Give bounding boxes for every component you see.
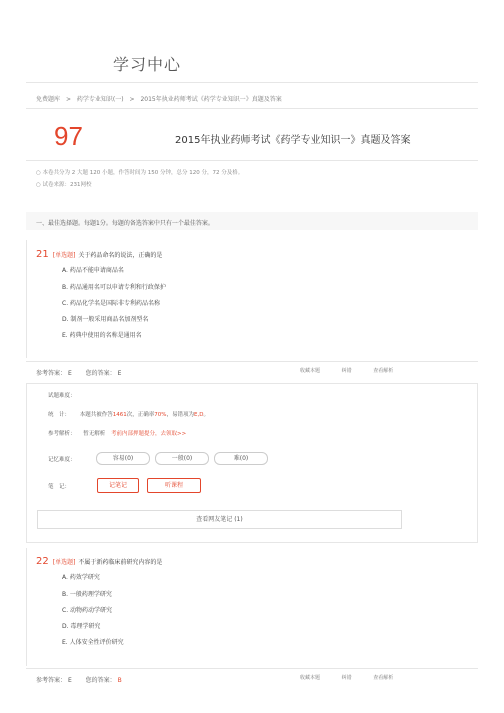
option-e[interactable]: E. 人体安全性评价研究	[62, 639, 124, 646]
breadcrumb-separator: >	[65, 96, 71, 103]
option-a[interactable]: A. 药品不能申请商品名	[62, 267, 124, 274]
question-header	[36, 242, 162, 261]
exam-info: ○ 本卷共分为 2 大题 120 小题，作答时间为 150 分钟，总分 120 分，72 分及格。	[36, 170, 244, 176]
your-answer: E	[117, 370, 122, 377]
question-type: [单选题]	[52, 252, 76, 259]
answer-divider	[26, 668, 478, 669]
breadcrumb-item-subject[interactable]: 药学专业知识(一)	[76, 96, 124, 103]
stats-label: 统 计：	[48, 412, 71, 418]
question-tools	[300, 674, 393, 681]
favorite-button[interactable]: 收藏本题	[300, 368, 321, 374]
memory-medium-button[interactable]: 一般(0)	[155, 452, 209, 465]
correct-answer: E	[67, 370, 72, 377]
exam-title: 2015年执业药师考试《药学专业知识一》真题及答案	[175, 135, 411, 146]
question-border	[26, 548, 27, 666]
site-title: 学习中心	[113, 55, 182, 74]
favorite-button[interactable]: 收藏本题	[300, 675, 321, 681]
answer-label: 参考答案：	[36, 677, 67, 684]
stats-row	[48, 410, 209, 418]
breadcrumb-separator: >	[129, 96, 135, 103]
question-number: 22	[36, 556, 49, 567]
listen-course-button[interactable]: 听课程	[147, 478, 201, 493]
option-b[interactable]: B. 药品通用名可以申请专利和行政保护	[62, 284, 166, 291]
breadcrumb-item-exam[interactable]: 2015年执业药师考试《药学专业知识一》真题及答案	[140, 96, 282, 103]
question-tools	[300, 367, 393, 374]
view-notes-button[interactable]: 查看网友笔记 (1)	[37, 510, 402, 529]
answer-divider	[26, 361, 478, 362]
header-divider	[26, 82, 478, 83]
stats-mid: 次，正确率	[126, 412, 155, 418]
your-answer-label: 您的答案：	[85, 370, 116, 377]
breadcrumb-divider	[26, 108, 478, 109]
stats-wrong: E,D	[194, 412, 204, 418]
report-error-button[interactable]: 纠错	[341, 675, 352, 681]
option-b[interactable]: B. 一般药理学研究	[62, 591, 112, 598]
option-e[interactable]: E. 药典中使用的名称是通用名	[62, 332, 142, 339]
breadcrumb	[36, 94, 286, 103]
analysis-label: 参考解析：	[48, 431, 76, 437]
exam-divider	[26, 160, 478, 161]
note-label: 笔 记：	[48, 484, 71, 490]
option-d[interactable]: D. 制剂一般采用商品名加剂型名	[62, 316, 149, 323]
breadcrumb-item-free-bank[interactable]: 免费题库	[36, 96, 61, 103]
view-analysis-button[interactable]: 查看解析	[373, 368, 394, 374]
view-analysis-button[interactable]: 查看解析	[373, 675, 394, 681]
memory-easy-button[interactable]: 容易(0)	[96, 452, 150, 465]
stats-prefix: 本题共被作答	[79, 412, 113, 418]
stats-mid2: ，易错项为	[166, 412, 195, 418]
question-border	[26, 240, 27, 358]
your-answer-label: 您的答案：	[85, 677, 116, 684]
stats-rate: 70%	[154, 412, 167, 418]
option-d[interactable]: D. 毒理学研究	[62, 623, 101, 630]
section-title: 一、最佳选择题。每题1分。每题的备选答案中只有一个最佳答案。	[36, 220, 214, 227]
correct-answer: E	[67, 677, 72, 684]
option-a[interactable]: A. 药效学研究	[62, 574, 100, 581]
option-c[interactable]: C. 药品化学名是国际非专利药品名称	[62, 300, 161, 307]
your-answer: B	[117, 677, 122, 684]
option-c[interactable]: C. 动物药动学研究	[62, 607, 113, 614]
stats-count: 1461	[112, 412, 127, 418]
exam-score: 97	[54, 121, 83, 151]
answer-row	[36, 675, 122, 684]
memory-hard-button[interactable]: 难(0)	[214, 452, 268, 465]
question-text: 关于药品命名的说法，正确的是	[78, 252, 163, 259]
analysis-none: 暂无解析	[83, 431, 106, 437]
analysis-row	[48, 429, 186, 437]
question-type: [单选题]	[52, 559, 76, 566]
analysis-promo-link[interactable]: 考前内部押题提分，去领取>>	[111, 431, 187, 437]
exam-source: ○ 试卷来源：231网校	[36, 182, 92, 188]
answer-row	[36, 368, 121, 377]
stats-end: 。	[203, 412, 210, 418]
question-number: 21	[36, 249, 49, 260]
report-error-button[interactable]: 纠错	[341, 368, 352, 374]
difficulty-label: 试题难度：	[48, 393, 76, 399]
take-note-button[interactable]: 记笔记	[97, 478, 139, 493]
answer-label: 参考答案：	[36, 370, 67, 377]
question-header	[36, 549, 162, 568]
question-text: 不属于新药临床前研究内容的是	[78, 559, 163, 566]
memory-label: 记忆难度：	[48, 457, 76, 463]
